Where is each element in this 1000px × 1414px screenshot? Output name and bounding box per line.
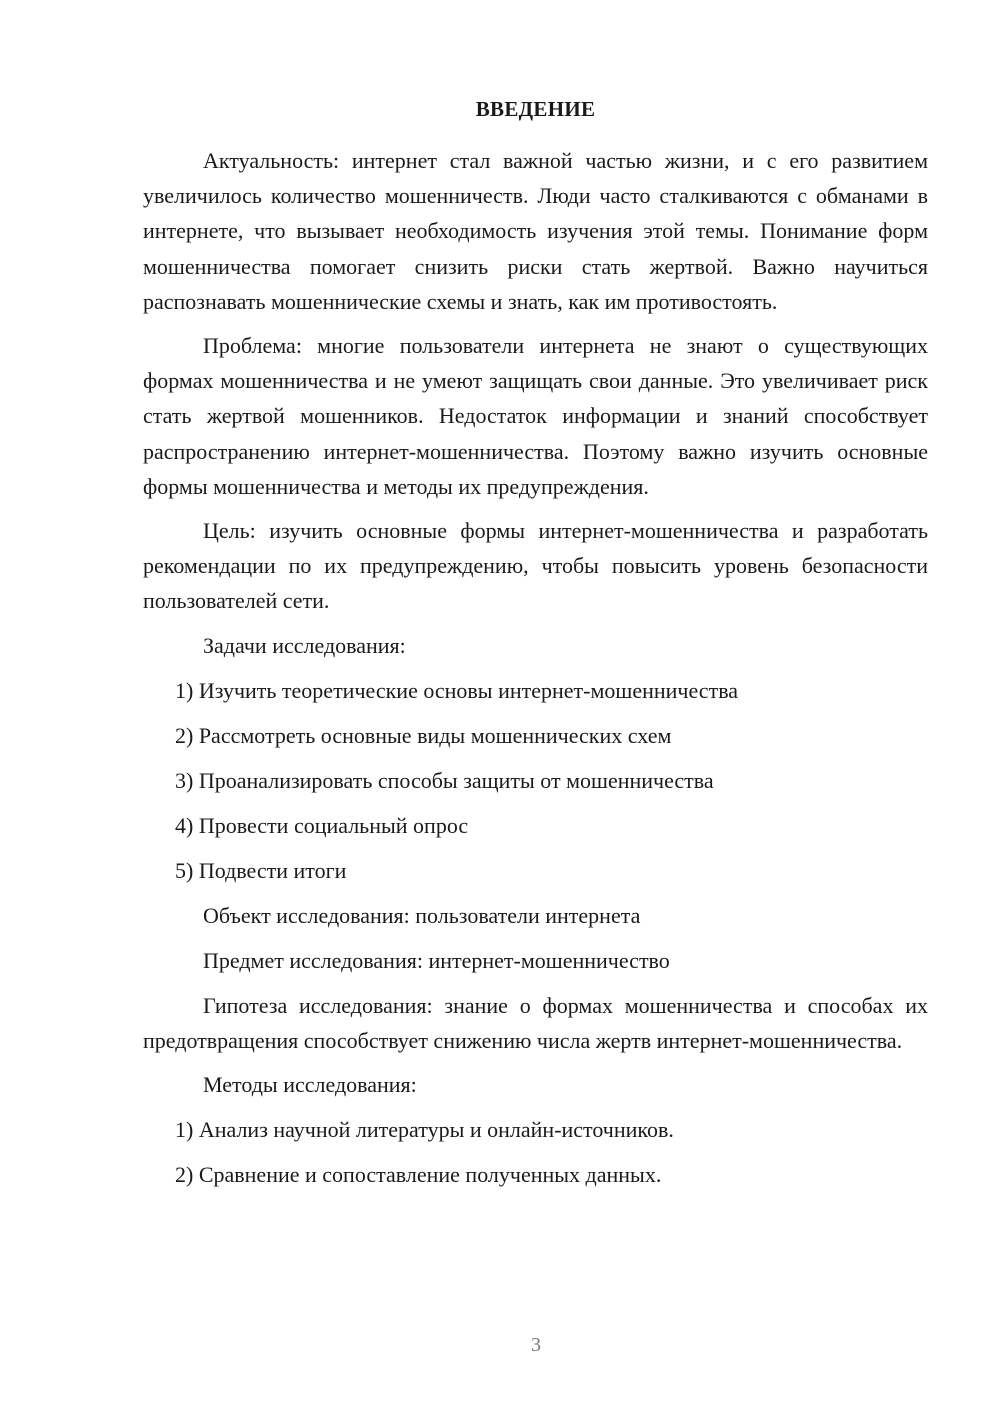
method-item: 2) Сравнение и сопоставление полученных данных.	[175, 1162, 662, 1188]
methods-title: Методы исследования:	[203, 1072, 417, 1098]
task-item: 5) Подвести итоги	[175, 857, 347, 883]
research-subject: Предмет исследования: интернет-мошенничество	[203, 947, 670, 973]
task-item: 3) Проанализировать способы защиты от мошенничества	[175, 767, 714, 793]
task-item: 2) Рассмотреть основные виды мошеннических схем	[175, 722, 672, 748]
problem-paragraph: Проблема: многие пользователи интернета не знают о существующих формах мошенничества и не умеют защищать свои данные. Это увеличивает риск стать жертвой мошенников. Недостаток информации и знаний способствует распространению интернет-мошенничества. Поэтому важно изучить основные формы мошенничества и методы их предупреждения.	[143, 333, 928, 499]
tasks-title: Задачи исследования:	[203, 632, 406, 658]
section-heading: ВВЕДЕНИЕ	[475, 97, 596, 121]
task-item: 1) Изучить теоретические основы интернет-мошенничества	[175, 677, 739, 703]
page-number: 3	[531, 1334, 541, 1356]
page-content	[143, 92, 928, 1202]
hypothesis-paragraph: Гипотеза исследования: знание о формах мошенничества и способах их предотвращения способствует снижению числа жертв интернет-мошенничества.	[143, 992, 928, 1053]
research-object: Объект исследования: пользователи интернета	[203, 902, 641, 928]
goal-paragraph: Цель: изучить основные формы интернет-мошенничества и разработать рекомендации по их предупреждению, чтобы повысить уровень безопасности пользователей сети.	[143, 518, 928, 614]
task-item: 4) Провести социальный опрос	[175, 812, 469, 838]
method-item: 1) Анализ научной литературы и онлайн-источников.	[175, 1117, 674, 1143]
relevance-paragraph: Актуальность: интернет стал важной частью жизни, и с его развитием увеличилось количество мошенничеств. Люди часто сталкиваются с обманами в интернете, что вызывает необходимость изучения этой темы. Понимание форм мошенничества помогает снизить риски стать жертвой. Важно научиться распознавать мошеннические схемы и знать, как им противостоять.	[143, 148, 928, 314]
